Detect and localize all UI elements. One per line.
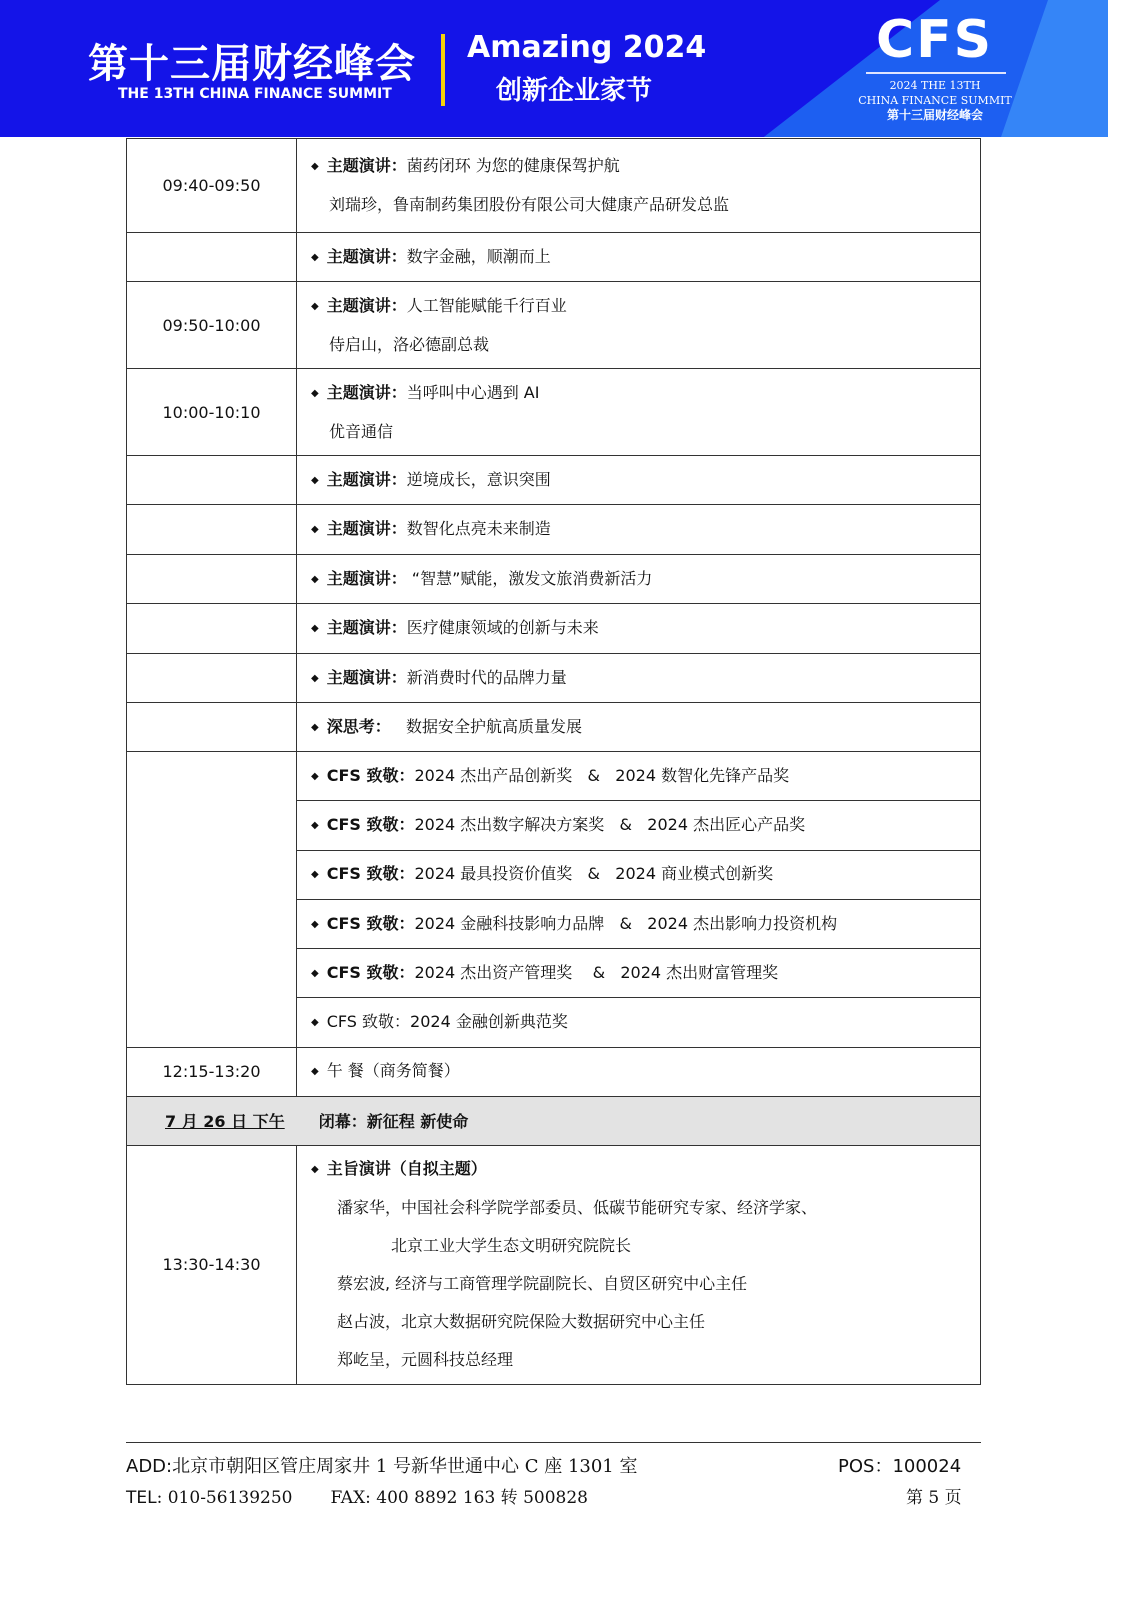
item-text: 人工智能赋能千行百业 bbox=[406, 295, 567, 315]
content-cell bbox=[297, 703, 981, 752]
agenda-row bbox=[127, 703, 981, 752]
item-label: 主题演讲： bbox=[326, 156, 407, 175]
agenda-row bbox=[127, 233, 981, 282]
time-cell: 13:30-14:30 bbox=[127, 1145, 297, 1384]
item-label: CFS 致敬： bbox=[326, 814, 415, 834]
agenda-table bbox=[126, 138, 981, 1385]
content-cell bbox=[297, 998, 981, 1047]
speaker: 赵占波，北京大数据研究院保险大数据研究中心主任 bbox=[337, 1312, 706, 1332]
time-cell bbox=[127, 456, 297, 505]
agenda-item bbox=[311, 287, 980, 326]
item-label: CFS 致敬： bbox=[326, 913, 415, 933]
item-label: 主题演讲： bbox=[326, 667, 407, 687]
content-cell bbox=[297, 1145, 981, 1384]
summit-title-en: THE 13TH CHINA FINANCE SUMMIT bbox=[118, 86, 392, 102]
keynote-row bbox=[127, 1145, 981, 1384]
item-text: 当呼叫中心遇到 AI bbox=[406, 382, 540, 402]
diamond-bullet-icon: ◆ bbox=[311, 770, 319, 782]
diamond-bullet-icon: ◆ bbox=[311, 251, 319, 263]
amazing-title: Amazing 2024 bbox=[467, 30, 707, 65]
header-banner bbox=[0, 0, 1108, 137]
tel-label: TEL bbox=[126, 1488, 157, 1508]
time-cell bbox=[127, 505, 297, 555]
speaker: 侍启山，洛必德副总裁 bbox=[329, 334, 490, 354]
content-cell bbox=[297, 1047, 981, 1096]
diamond-bullet-icon: ◆ bbox=[311, 1066, 319, 1078]
divider bbox=[441, 34, 445, 106]
logo-sub1: 2024 THE 13TH bbox=[889, 79, 981, 92]
agenda-row bbox=[127, 505, 981, 555]
diamond-bullet-icon: ◆ bbox=[311, 918, 319, 930]
agenda-row bbox=[127, 555, 981, 604]
agenda-row bbox=[127, 369, 981, 456]
agenda-item bbox=[311, 1052, 980, 1091]
item-label: 主题演讲： bbox=[326, 382, 407, 402]
speaker: 优音通信 bbox=[329, 421, 394, 441]
postcode: POS：100024 bbox=[838, 1456, 962, 1477]
item-label: 主旨演讲（自拟主题） bbox=[326, 1159, 487, 1179]
content-cell bbox=[297, 555, 981, 604]
agenda-item bbox=[311, 855, 980, 894]
diamond-bullet-icon: ◆ bbox=[311, 387, 319, 399]
festival-title: 创新企业家节 bbox=[496, 76, 653, 106]
diamond-bullet-icon: ◆ bbox=[311, 1164, 319, 1176]
item-text: CFS 致敬：2024 金融创新典范奖 bbox=[326, 1012, 568, 1032]
content-cell bbox=[297, 282, 981, 369]
item-text: 2024 杰出数字解决方案奖 & 2024 杰出匠心产品奖 bbox=[414, 814, 806, 834]
content-cell bbox=[297, 505, 981, 555]
logo-sub3: 第十三届财经峰会 bbox=[886, 108, 983, 122]
diamond-bullet-icon: ◆ bbox=[311, 672, 319, 684]
content-cell bbox=[297, 604, 981, 654]
agenda-item bbox=[311, 147, 980, 186]
diamond-bullet-icon: ◆ bbox=[311, 819, 319, 831]
time-cell bbox=[127, 752, 297, 1048]
item-text: 2024 最具投资价值奖 & 2024 商业模式创新奖 bbox=[414, 864, 774, 884]
item-text: 菌药闭环 为您的健康保驾护航 bbox=[406, 156, 620, 175]
agenda-item bbox=[311, 238, 980, 277]
agenda-row bbox=[127, 654, 981, 703]
summit-title-cn: 第十三届财经峰会 bbox=[88, 41, 416, 87]
content-cell bbox=[297, 456, 981, 505]
time-cell bbox=[127, 654, 297, 703]
content-cell bbox=[297, 369, 981, 456]
time-cell bbox=[127, 703, 297, 752]
item-label: CFS 致敬： bbox=[326, 864, 415, 884]
item-label: 主题演讲： bbox=[326, 568, 407, 588]
agenda-item bbox=[311, 510, 980, 549]
item-text: 数智化点亮未来制造 bbox=[406, 519, 551, 538]
time-cell: 09:40-09:50 bbox=[127, 139, 297, 233]
speaker: 北京工业大学生态文明研究院院长 bbox=[391, 1236, 632, 1256]
agenda-item bbox=[311, 954, 980, 993]
agenda-row bbox=[127, 604, 981, 654]
diamond-bullet-icon: ◆ bbox=[311, 524, 319, 535]
content-cell bbox=[297, 233, 981, 282]
section-title: 闭幕：新征程 新使命 bbox=[318, 1112, 469, 1132]
section-date: 7 月 26 日 下午 bbox=[165, 1112, 285, 1132]
section-row bbox=[127, 1096, 981, 1145]
agenda-row bbox=[127, 282, 981, 369]
item-label: 主题演讲： bbox=[326, 618, 407, 637]
award-row bbox=[127, 752, 981, 801]
logo-line bbox=[866, 72, 1006, 74]
logo-subtitle bbox=[855, 78, 1015, 123]
agenda-item bbox=[311, 461, 980, 500]
agenda-item bbox=[311, 757, 980, 796]
item-text: 2024 杰出资产管理奖 & 2024 杰出财富管理奖 bbox=[414, 962, 779, 982]
time-cell bbox=[127, 233, 297, 282]
content-cell bbox=[297, 654, 981, 703]
agenda-item bbox=[311, 1003, 980, 1042]
item-label: CFS 致敬： bbox=[326, 962, 415, 982]
speaker: 郑屹呈，元圆科技总经理 bbox=[337, 1350, 514, 1370]
item-label: 主题演讲： bbox=[326, 246, 407, 266]
agenda-row bbox=[127, 139, 981, 233]
content-cell bbox=[297, 899, 981, 948]
item-label: CFS 致敬： bbox=[326, 765, 415, 785]
diamond-bullet-icon: ◆ bbox=[311, 300, 319, 312]
fax: FAX: 400 8892 163 转 500828 bbox=[330, 1488, 588, 1508]
item-text: 2024 杰出产品创新奖 & 2024 数智化先锋产品奖 bbox=[414, 765, 790, 785]
time-cell bbox=[127, 555, 297, 604]
item-text: 午 餐（商务简餐） bbox=[326, 1061, 460, 1081]
footer-divider bbox=[126, 1442, 981, 1443]
content-cell bbox=[297, 752, 981, 801]
agenda-item bbox=[311, 374, 980, 413]
section-header bbox=[127, 1096, 981, 1145]
address: 北京市朝阳区管庄周家井 1 号新华世通中心 C 座 1301 室 bbox=[172, 1456, 638, 1477]
diamond-bullet-icon: ◆ bbox=[311, 474, 319, 486]
content-cell bbox=[297, 139, 981, 233]
agenda-item bbox=[311, 708, 980, 747]
item-label: 主题演讲： bbox=[326, 469, 407, 489]
item-text: 医疗健康领域的创新与未来 bbox=[406, 618, 599, 637]
item-label: 深思考： bbox=[326, 716, 391, 736]
content-cell bbox=[297, 949, 981, 998]
time-cell bbox=[127, 604, 297, 654]
time-cell: 12:15-13:20 bbox=[127, 1047, 297, 1096]
diamond-bullet-icon: ◆ bbox=[311, 161, 319, 172]
logo-sub2: CHINA FINANCE SUMMIT bbox=[858, 94, 1012, 107]
diamond-bullet-icon: ◆ bbox=[311, 1017, 319, 1029]
item-text: “智慧”赋能，激发文旅消费新活力 bbox=[406, 568, 653, 588]
footer-contact bbox=[126, 1483, 588, 1508]
agenda-item bbox=[311, 1150, 980, 1189]
time-cell: 09:50-10:00 bbox=[127, 282, 297, 369]
content-cell bbox=[297, 801, 981, 850]
agenda-item bbox=[311, 806, 980, 845]
diamond-bullet-icon: ◆ bbox=[311, 869, 319, 881]
item-text: 数据安全护航高质量发展 bbox=[390, 716, 582, 736]
add-label: ADD: bbox=[126, 1456, 173, 1477]
time-cell: 10:00-10:10 bbox=[127, 369, 297, 456]
agenda-row bbox=[127, 456, 981, 505]
item-label: 主题演讲： bbox=[326, 295, 407, 315]
item-label: 主题演讲： bbox=[326, 519, 407, 538]
diamond-bullet-icon: ◆ bbox=[311, 967, 319, 979]
agenda-item bbox=[311, 609, 980, 648]
diamond-bullet-icon: ◆ bbox=[311, 721, 319, 733]
diamond-bullet-icon: ◆ bbox=[311, 573, 319, 585]
diamond-bullet-icon: ◆ bbox=[311, 623, 319, 634]
speaker: 刘瑞珍，鲁南制药集团股份有限公司大健康产品研发总监 bbox=[329, 195, 730, 214]
cfs-logo: CFS bbox=[876, 10, 994, 70]
page-number: 第 5 页 bbox=[906, 1488, 962, 1508]
lunch-row bbox=[127, 1047, 981, 1096]
tel: : 010-56139250 bbox=[156, 1488, 293, 1508]
item-text: 新消费时代的品牌力量 bbox=[406, 667, 567, 687]
item-text: 数字金融，顺潮而上 bbox=[406, 246, 551, 266]
agenda-item bbox=[311, 905, 980, 944]
agenda-item bbox=[311, 560, 980, 599]
item-text: 逆境成长，意识突围 bbox=[406, 469, 551, 489]
speaker: 潘家华，中国社会科学院学部委员、低碳节能研究专家、经济学家、 bbox=[337, 1198, 818, 1218]
item-text: 2024 金融科技影响力品牌 & 2024 杰出影响力投资机构 bbox=[414, 913, 838, 933]
footer-address bbox=[126, 1452, 637, 1478]
agenda-item bbox=[311, 659, 980, 698]
speaker: 蔡宏波, 经济与工商管理学院副院长、自贸区研究中心主任 bbox=[337, 1274, 748, 1294]
content-cell bbox=[297, 850, 981, 899]
